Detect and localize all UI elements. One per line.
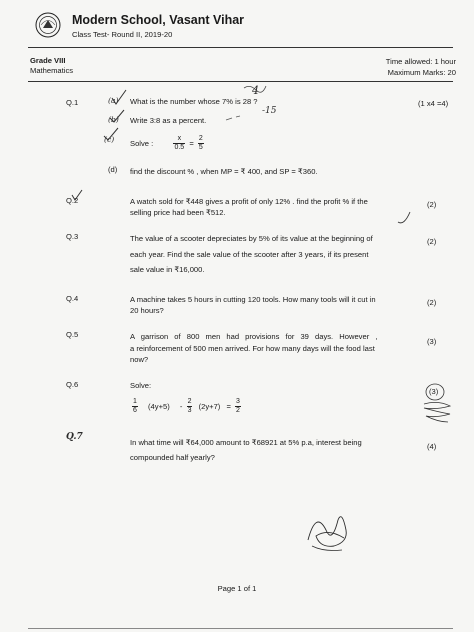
school-logo xyxy=(35,12,61,38)
q7-marks: (4) xyxy=(427,442,437,451)
q4-line2: 20 hours? xyxy=(130,306,164,315)
q6-f3-num: 3 xyxy=(236,398,240,405)
q1a-text xyxy=(130,96,258,107)
q6-f1-num: 1 xyxy=(133,398,137,405)
q2-marks: (2) xyxy=(427,200,437,209)
q1a-value: 28 ? xyxy=(242,97,258,106)
margin-tick xyxy=(398,212,410,223)
q1a-part-mark: (a) xyxy=(108,96,119,105)
q3-label: Q.3 xyxy=(66,232,79,241)
max-marks: Maximum Marks: 20 xyxy=(387,68,456,77)
q5-marks: (3) xyxy=(427,337,437,346)
q4-line1: A machine takes 5 hours in cutting 120 tools. How many tools will it cut in xyxy=(130,295,376,304)
q5-line1: A garrison of 800 men had provisions for 39 days. However , xyxy=(130,332,378,341)
q3-marks: (2) xyxy=(427,237,437,246)
q7-line1: In what time will ₹64,000 amount to ₹68921 at 5% p.a, interest being xyxy=(130,438,362,447)
q1b-handwritten-note: -15 xyxy=(262,106,277,116)
test-name: Class Test- Round II, 2019-20 xyxy=(72,30,173,39)
q1-label: Q.1 xyxy=(66,98,79,107)
q3-line1: The value of a scooter depreciates by 5% of its value at the beginning of xyxy=(130,234,373,243)
q1c-lhs-den: 0.5 xyxy=(174,144,185,151)
q3-line3: sale value in ₹16,000. xyxy=(130,265,205,274)
q1a-text-before: What is the number whose xyxy=(130,97,220,106)
subject-label: Mathematics xyxy=(30,66,74,75)
q4-marks: (2) xyxy=(427,298,437,307)
q1c-rhs-fraction xyxy=(198,135,204,152)
q1b-part-mark: (b) xyxy=(108,115,119,124)
q7-label: Q.7 xyxy=(66,432,83,442)
q6-f1-den: 6 xyxy=(133,407,137,414)
q4-label: Q.4 xyxy=(66,294,79,303)
q6-term-1: (4y+5) xyxy=(148,402,170,411)
q1d-part-mark: (d) xyxy=(108,165,118,174)
q6-marks-scribble xyxy=(418,378,458,428)
q2-line2: selling price had been ₹512. xyxy=(130,208,226,217)
q1a-of: is xyxy=(235,97,241,106)
q5-line3: now? xyxy=(130,355,149,364)
q1c-equation xyxy=(130,135,206,152)
q7-line2: compounded half yearly? xyxy=(130,453,215,462)
q6-solve-label: Solve: xyxy=(130,381,152,390)
header-divider-bottom xyxy=(28,81,453,82)
q6-equation xyxy=(130,398,243,415)
header-divider-top xyxy=(28,47,453,48)
footer-line xyxy=(28,628,453,629)
q6-fraction-3 xyxy=(235,398,241,415)
q1c-rhs-num: 2 xyxy=(198,135,203,142)
q2-label: Q.2 xyxy=(66,196,79,205)
q1c-lhs-num: x xyxy=(173,135,185,144)
q6-marks: (3) xyxy=(429,387,439,396)
q1-marks: (1 x4 =4) xyxy=(418,99,449,108)
q5-line2: a reinforcement of 500 men arrived. For how many days will the food last xyxy=(130,344,375,353)
q5-label: Q.5 xyxy=(66,330,79,339)
q1b-text: Write 3:8 as a percent. xyxy=(130,116,207,125)
q6-f3-den: 2 xyxy=(236,407,240,414)
q6-equals: = xyxy=(226,402,231,411)
q6-minus: - xyxy=(179,402,183,411)
q1c-lhs-fraction xyxy=(173,135,185,152)
school-name: Modern School, Vasant Vihar xyxy=(72,13,245,27)
q6-fraction-1 xyxy=(132,398,138,415)
q2-line1: A watch sold for ₹448 gives a profit of only 12% . find the profit % if the xyxy=(130,197,368,206)
q1a-handwritten-note: 4 xyxy=(252,84,259,97)
q1c-solve-label: Solve : xyxy=(130,139,154,148)
q1a-pct: 7% xyxy=(222,97,234,106)
scribble-b xyxy=(226,116,240,120)
q1c-rhs-den: 5 xyxy=(198,144,203,151)
q6-term-2: (2y+7) xyxy=(198,402,221,411)
q6-fraction-2 xyxy=(187,398,193,415)
q1d-text: find the discount % , when MP = ₹ 400, and SP = ₹360. xyxy=(130,167,318,176)
q1c-equals: = xyxy=(189,139,194,148)
q3-line2: each year. Find the sale value of the scooter after 3 years, if its present xyxy=(130,250,369,259)
q1c-part-mark: (c) xyxy=(104,135,115,144)
grade-label: Grade VIII xyxy=(30,56,66,65)
signature-scribble xyxy=(298,500,358,560)
page-number: Page 1 of 1 xyxy=(217,584,257,593)
q6-f2-num: 2 xyxy=(187,398,192,405)
q6-label: Q.6 xyxy=(66,380,79,389)
time-allowed: Time allowed: 1 hour xyxy=(385,57,456,66)
q6-f2-den: 3 xyxy=(187,407,192,414)
